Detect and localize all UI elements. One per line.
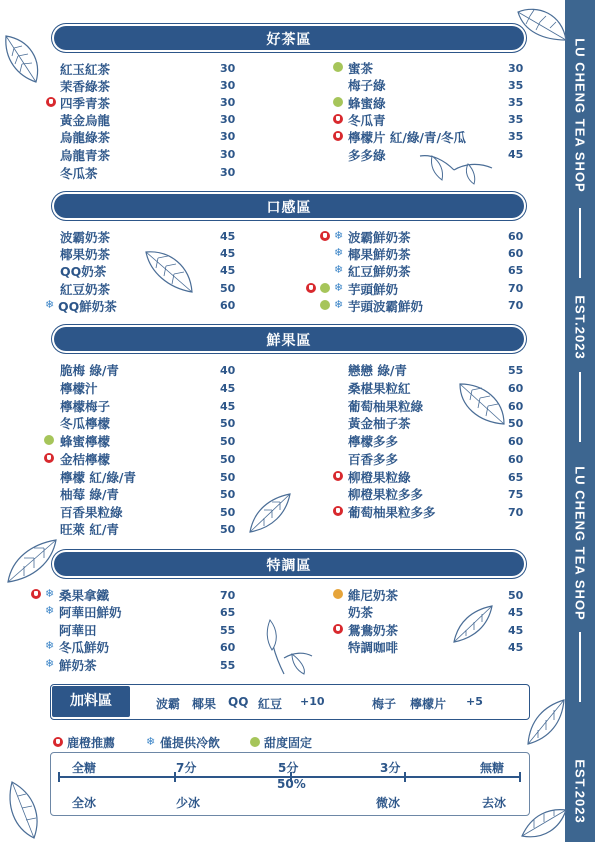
ice-level: 去冰 <box>482 796 507 810</box>
menu-price: 50 <box>220 282 236 295</box>
menu-item: 紅豆奶茶 <box>60 282 111 297</box>
menu-price: 65 <box>508 264 524 277</box>
menu-item: 葡萄柚果粒多多 <box>348 505 436 520</box>
topping-item: 檸檬片 <box>410 697 447 711</box>
menu-item: 紅豆鮮奶茶 <box>348 264 411 279</box>
menu-price: 50 <box>220 488 236 501</box>
brand-strip <box>565 0 595 842</box>
menu-price: 60 <box>220 641 236 654</box>
menu-price: 35 <box>508 130 524 143</box>
topping-price: +10 <box>300 695 325 708</box>
recommend-icon <box>31 589 41 599</box>
menu-item: 維尼奶茶 <box>348 588 399 603</box>
menu-item: 蜂蜜檸檬 <box>60 434 111 449</box>
topping-item: 椰果 <box>192 697 217 711</box>
menu-price: 55 <box>220 624 236 637</box>
snowflake-icon: ❄ <box>45 657 55 670</box>
menu-price: 30 <box>220 166 236 179</box>
sweetness-level: 3分 <box>380 761 401 775</box>
leaf-icon <box>0 30 44 90</box>
medal-icon <box>333 589 343 599</box>
topping-item: 紅豆 <box>258 697 283 711</box>
menu-item: 芋頭鮮奶 <box>348 282 399 297</box>
menu-price: 50 <box>220 506 236 519</box>
menu-item: 冬瓜檸檬 <box>60 416 111 431</box>
recommend-icon <box>53 737 63 747</box>
ice-level: 少冰 <box>176 796 201 810</box>
menu-price: 45 <box>508 624 524 637</box>
topping-item: QQ <box>228 695 249 709</box>
menu-price: 45 <box>220 247 236 260</box>
menu-price: 30 <box>220 113 236 126</box>
menu-price: 50 <box>508 417 524 430</box>
menu-item: 阿華田 <box>59 623 97 638</box>
recommend-icon <box>320 231 330 241</box>
fixed-sweetness-icon <box>333 97 343 107</box>
menu-price: 60 <box>508 230 524 243</box>
leaf-icon <box>450 604 496 646</box>
divider <box>579 372 581 442</box>
recommend-icon <box>333 131 343 141</box>
menu-price: 30 <box>220 96 236 109</box>
menu-item: 鴛鴦奶茶 <box>348 623 399 638</box>
menu-item: 多多綠 <box>348 148 386 163</box>
snowflake-icon: ❄ <box>334 298 344 311</box>
menu-item: QQ鮮奶茶 <box>58 299 117 314</box>
menu-item: 蜜茶 <box>348 61 374 76</box>
menu-item: 檸檬汁 <box>60 381 98 396</box>
menu-item: 檸檬 紅/綠/青 <box>60 470 136 485</box>
menu-item: 芋頭波霸鮮奶 <box>348 299 424 314</box>
scale-tick <box>404 772 406 782</box>
menu-item: 黃金柚子茶 <box>348 416 411 431</box>
recommend-icon <box>46 97 56 107</box>
ice-level: 微冰 <box>376 796 401 810</box>
menu-price: 50 <box>508 589 524 602</box>
section-header-fruit <box>50 327 528 351</box>
sweetness-mid-value: 50% <box>277 777 306 791</box>
legend-cold-only: 僅提供冷飲 <box>160 736 221 750</box>
menu-price: 30 <box>220 130 236 143</box>
snowflake-icon: ❄ <box>334 281 344 294</box>
brand-est-2: EST.2023 <box>572 759 588 824</box>
menu-price: 70 <box>508 282 524 295</box>
leaf-icon <box>456 380 508 428</box>
sweetness-level: 7分 <box>176 761 197 775</box>
menu-item: 冬瓜茶 <box>60 166 98 181</box>
menu-item: 椰果鮮奶茶 <box>348 247 411 262</box>
menu-price: 50 <box>220 471 236 484</box>
leaf-icon <box>4 780 44 840</box>
menu-price: 60 <box>508 453 524 466</box>
menu-price: 50 <box>220 453 236 466</box>
scale-tick <box>58 772 60 782</box>
brand-name-2: LU CHENG TEA SHOP <box>572 466 588 621</box>
section-title: 好茶區 <box>266 32 312 48</box>
menu-item: 特調咖啡 <box>348 640 399 655</box>
menu-item: 梅子綠 <box>348 78 386 93</box>
menu-price: 50 <box>220 523 236 536</box>
menu-item: 柚莓 綠/青 <box>60 487 119 502</box>
menu-price: 45 <box>220 264 236 277</box>
menu-item: 奶茶 <box>348 605 374 620</box>
snowflake-icon: ❄ <box>146 735 156 748</box>
menu-price: 45 <box>220 382 236 395</box>
snowflake-icon: ❄ <box>45 298 55 311</box>
sweetness-level: 無糖 <box>480 761 505 775</box>
menu-item: 柳橙果粒多多 <box>348 487 424 502</box>
menu-item: 阿華田鮮奶 <box>59 605 122 620</box>
menu-price: 40 <box>220 364 236 377</box>
menu-price: 30 <box>220 62 236 75</box>
fixed-sweetness-icon <box>250 737 260 747</box>
menu-price: 70 <box>508 506 524 519</box>
snowflake-icon: ❄ <box>45 587 55 600</box>
menu-price: 60 <box>508 400 524 413</box>
fixed-sweetness-icon <box>333 62 343 72</box>
menu-item: 冬瓜青 <box>348 113 386 128</box>
menu-item: 柳橙果粒綠 <box>348 470 411 485</box>
section-header-texture <box>50 194 528 218</box>
menu-item: 椰果奶茶 <box>60 247 111 262</box>
menu-item: 四季青茶 <box>60 96 111 111</box>
recommend-icon <box>333 114 343 124</box>
section-title: 鮮果區 <box>266 333 312 349</box>
menu-price: 45 <box>508 606 524 619</box>
menu-price: 70 <box>220 589 236 602</box>
brand-est-1: EST.2023 <box>572 295 588 360</box>
menu-price: 65 <box>508 471 524 484</box>
menu-price: 55 <box>508 364 524 377</box>
menu-price: 30 <box>508 62 524 75</box>
menu-item: 脆梅 綠/青 <box>60 363 119 378</box>
menu-price: 30 <box>220 148 236 161</box>
menu-price: 45 <box>220 230 236 243</box>
menu-price: 35 <box>508 113 524 126</box>
menu-item: 蜂蜜綠 <box>348 96 386 111</box>
topping-item: 梅子 <box>372 697 397 711</box>
leaf-icon <box>264 618 314 676</box>
fixed-sweetness-icon <box>320 283 330 293</box>
menu-price: 30 <box>220 79 236 92</box>
menu-item: 紅玉紅茶 <box>60 62 111 77</box>
menu-item: 檸檬梅子 <box>60 399 111 414</box>
section-header-special <box>50 552 528 576</box>
menu-item: 冬瓜鮮奶 <box>59 640 110 655</box>
leaf-icon <box>144 248 196 296</box>
menu-item: 烏龍綠茶 <box>60 130 111 145</box>
snowflake-icon: ❄ <box>45 639 55 652</box>
toppings-title: 加料區 <box>52 686 130 717</box>
topping-price: +5 <box>466 695 483 708</box>
menu-price: 60 <box>508 247 524 260</box>
ice-level: 全冰 <box>72 796 97 810</box>
section-title: 特調區 <box>266 558 312 574</box>
menu-item: 百香多多 <box>348 452 399 467</box>
recommend-icon <box>333 506 343 516</box>
recommend-icon <box>333 471 343 481</box>
menu-item: 桑椹果粒紅 <box>348 381 411 396</box>
menu-price: 45 <box>508 641 524 654</box>
leaf-icon <box>524 698 568 748</box>
leaf-icon <box>246 492 294 536</box>
menu-price: 60 <box>508 382 524 395</box>
menu-item: 旺萊 紅/青 <box>60 522 119 537</box>
legend-recommended: 鹿橙推薦 <box>67 736 116 750</box>
divider <box>579 632 581 702</box>
sweetness-level: 5分 <box>278 761 299 775</box>
menu-item: 波霸奶茶 <box>60 230 111 245</box>
menu-item: 茉香綠茶 <box>60 79 111 94</box>
menu-item: 葡萄柚果粒綠 <box>348 399 424 414</box>
menu-price: 65 <box>220 606 236 619</box>
menu-price: 35 <box>508 96 524 109</box>
section-title: 口感區 <box>266 200 312 216</box>
recommend-icon <box>44 453 54 463</box>
divider <box>579 208 581 278</box>
scale-tick <box>519 772 521 782</box>
menu-price: 75 <box>508 488 524 501</box>
snowflake-icon: ❄ <box>334 246 344 259</box>
recommend-icon <box>333 624 343 634</box>
menu-item: QQ奶茶 <box>60 264 107 279</box>
menu-item: 桑果拿鐵 <box>59 588 110 603</box>
menu-item: 檸檬片 紅/綠/青/冬瓜 <box>348 130 467 145</box>
topping-item: 波霸 <box>156 697 181 711</box>
fixed-sweetness-icon <box>44 435 54 445</box>
menu-price: 45 <box>220 400 236 413</box>
menu-item: 百香果粒綠 <box>60 505 123 520</box>
recommend-icon <box>306 283 316 293</box>
menu-price: 55 <box>220 659 236 672</box>
section-header-good-tea <box>50 26 528 50</box>
menu-item: 烏龍青茶 <box>60 148 111 163</box>
sweetness-level: 全糖 <box>72 761 97 775</box>
snowflake-icon: ❄ <box>334 263 344 276</box>
leaf-icon <box>418 150 494 186</box>
snowflake-icon: ❄ <box>334 229 344 242</box>
legend-fixed-sweetness: 甜度固定 <box>264 736 313 750</box>
menu-item: 波霸鮮奶茶 <box>348 230 411 245</box>
snowflake-icon: ❄ <box>45 604 55 617</box>
menu-item: 檸檬多多 <box>348 434 399 449</box>
brand-name-1: LU CHENG TEA SHOP <box>572 38 588 193</box>
menu-item: 鮮奶茶 <box>59 658 97 673</box>
fixed-sweetness-icon <box>320 300 330 310</box>
menu-price: 70 <box>508 299 524 312</box>
menu-item: 戀戀 綠/青 <box>348 363 407 378</box>
menu-price: 60 <box>508 435 524 448</box>
menu-price: 60 <box>220 299 236 312</box>
menu-item: 金桔檸檬 <box>60 452 111 467</box>
menu-price: 35 <box>508 79 524 92</box>
menu-item: 黃金烏龍 <box>60 113 111 128</box>
menu-price: 45 <box>508 148 524 161</box>
menu-price: 50 <box>220 435 236 448</box>
menu-price: 50 <box>220 417 236 430</box>
